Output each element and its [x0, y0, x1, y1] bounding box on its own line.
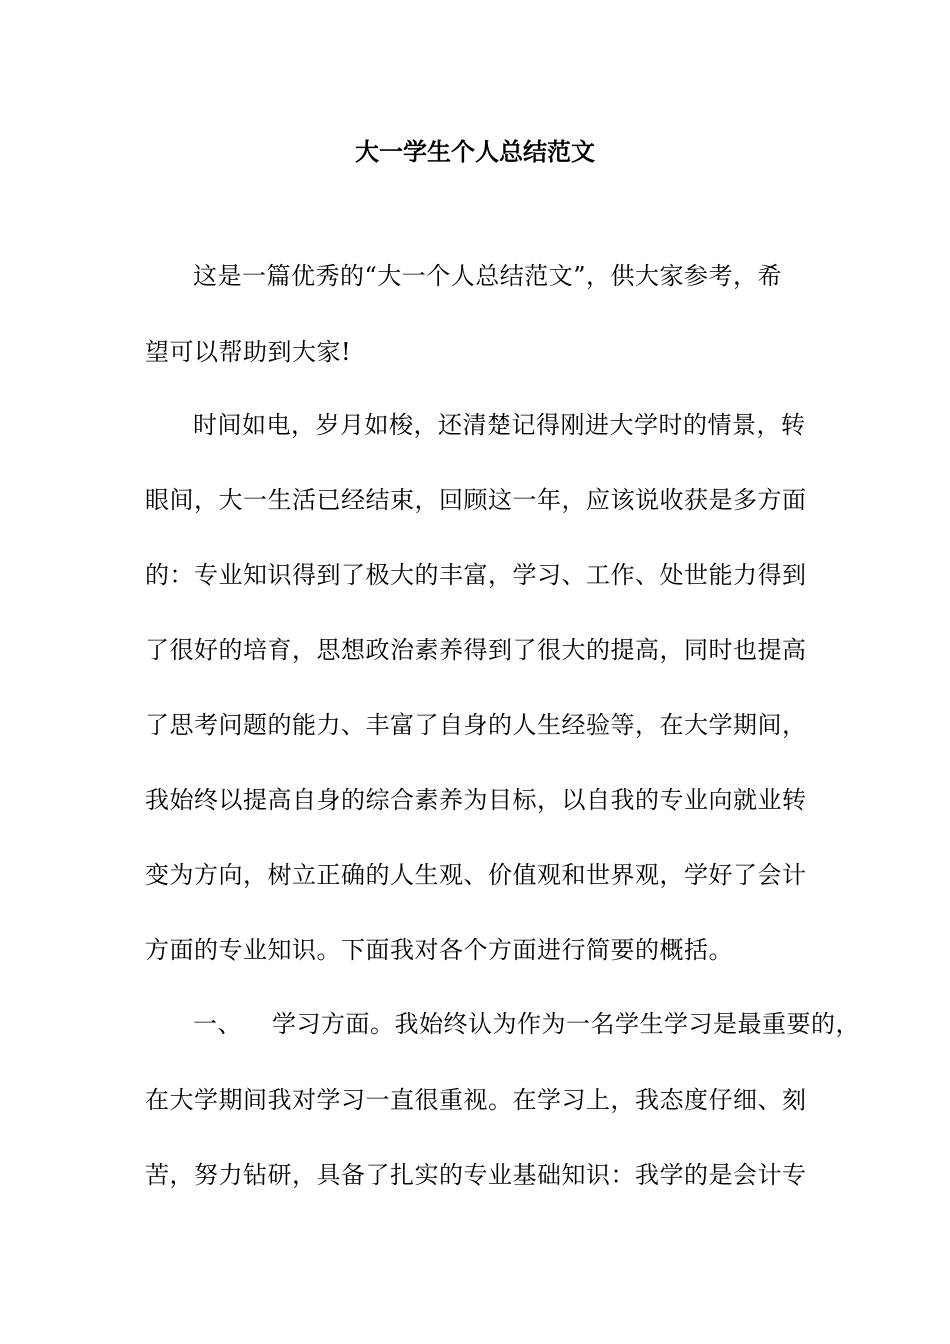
paragraph-line: 眼间，大一生活已经结束，回顾这一年，应该说收获是多方面 — [145, 486, 807, 514]
paragraph-line: 的：专业知识得到了极大的丰富，学习、工作、处世能力得到 — [145, 561, 807, 589]
section-text: 学习方面。我始终认为作为一名学生学习是最重要的， — [272, 1010, 860, 1038]
paragraph-line: 望可以帮助到大家! — [145, 338, 352, 366]
paragraph-line: 了思考问题的能力、丰富了自身的人生经验等，在大学期间， — [145, 711, 807, 739]
paragraph-line: 了很好的培育，思想政治素养得到了很大的提高，同时也提高 — [145, 636, 807, 664]
paragraph-line: 时间如电，岁月如梭，还清楚记得刚进大学时的情景，转 — [193, 411, 806, 439]
paragraph-line: 在大学期间我对学习一直很重视。在学习上，我态度仔细、刻 — [145, 1086, 807, 1114]
paragraph-line: 苦，努力钻研，具备了扎实的专业基础知识：我学的是会计专 — [145, 1161, 807, 1189]
section-number: 一、 — [193, 1010, 242, 1038]
document-title: 大一学生个人总结范文 — [355, 138, 595, 166]
paragraph-line: 变为方向，树立正确的人生观、价值观和世界观，学好了会计 — [145, 861, 807, 889]
section-heading-line — [193, 1004, 883, 1044]
paragraph-line: 我始终以提高自身的综合素养为目标，以自我的专业向就业转 — [145, 786, 807, 814]
paragraph-line: 方面的专业知识。下面我对各个方面进行简要的概括。 — [145, 936, 733, 964]
paragraph-line: 这是一篇优秀的“大一个人总结范文”，供大家参考，希 — [193, 262, 783, 290]
